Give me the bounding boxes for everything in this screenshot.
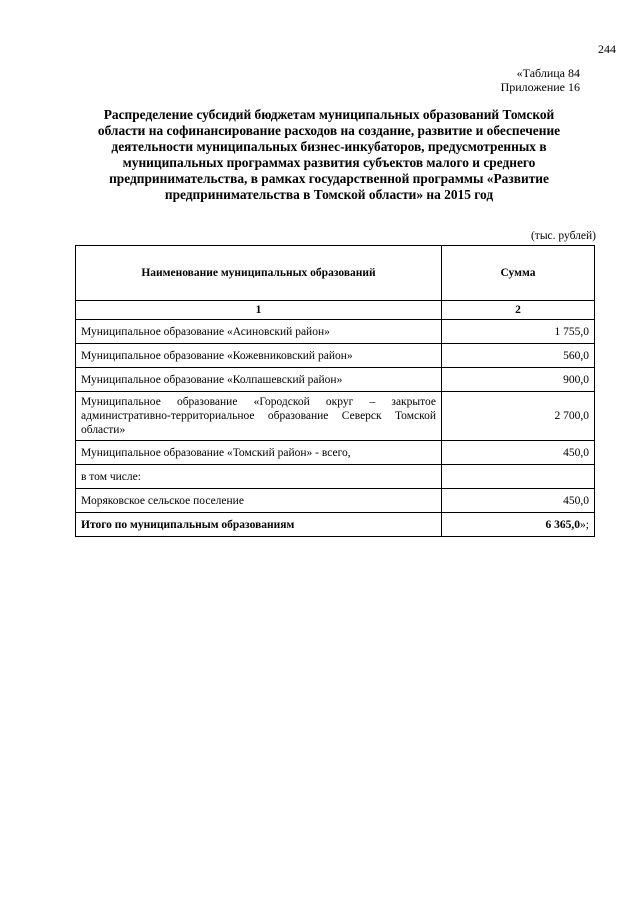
table-header-row (76, 246, 595, 301)
table-row (76, 368, 595, 392)
appendix-reference (501, 66, 580, 94)
row-name: в том числе: (76, 465, 442, 489)
row-name: Муниципальное образование «Кожевниковский район» (76, 344, 442, 368)
row-name: Моряковское сельское поселение (76, 489, 442, 513)
column-number-row (76, 301, 595, 320)
table-row (76, 392, 595, 441)
table-row (76, 465, 595, 489)
column-number-2: 2 (442, 301, 595, 320)
row-amount (442, 465, 595, 489)
total-amount-cell (442, 513, 595, 537)
table-row (76, 320, 595, 344)
row-amount: 900,0 (442, 368, 595, 392)
row-amount: 450,0 (442, 489, 595, 513)
total-name: Итого по муниципальным образованиям (76, 513, 442, 537)
row-name: Муниципальное образование «Асиновский район» (76, 320, 442, 344)
row-amount: 2 700,0 (442, 392, 595, 441)
row-amount: 1 755,0 (442, 320, 595, 344)
table-number: «Таблица 84 (516, 66, 580, 80)
row-amount: 450,0 (442, 441, 595, 465)
page-number: 244 (598, 42, 616, 56)
units-label: (тыс. рублей) (530, 230, 596, 242)
total-suffix: »; (580, 518, 589, 531)
column-number-1: 1 (76, 301, 442, 320)
subsidy-table (75, 245, 595, 537)
table-row (76, 441, 595, 465)
row-amount: 560,0 (442, 344, 595, 368)
table-row (76, 489, 595, 513)
header-amount: Сумма (442, 246, 595, 301)
total-row (76, 513, 595, 537)
row-name: Муниципальное образование «Городской округ – закрытое административно-территориальное образование Северск Томской области» (76, 392, 442, 441)
row-name: Муниципальное образование «Колпашевский район» (76, 368, 442, 392)
total-amount: 6 365,0 (545, 518, 581, 531)
table-row (76, 344, 595, 368)
row-name: Муниципальное образование «Томский район» - всего, (76, 441, 442, 465)
appendix-number: Приложение 16 (500, 80, 580, 94)
header-name: Наименование муниципальных образований (76, 246, 442, 301)
document-title: Распределение субсидий бюджетам муниципальных образований Томской области на софинансирование расходов на создание, развитие и обеспечение деятельности муниципальных бизнес-инкубаторов, предусмотренных в муниципальных программах развития субъектов малого и среднего предпринимательства, в рамках государственной программы «Развитие предпринимательства в Томской области» на 2015 год (97, 107, 561, 202)
